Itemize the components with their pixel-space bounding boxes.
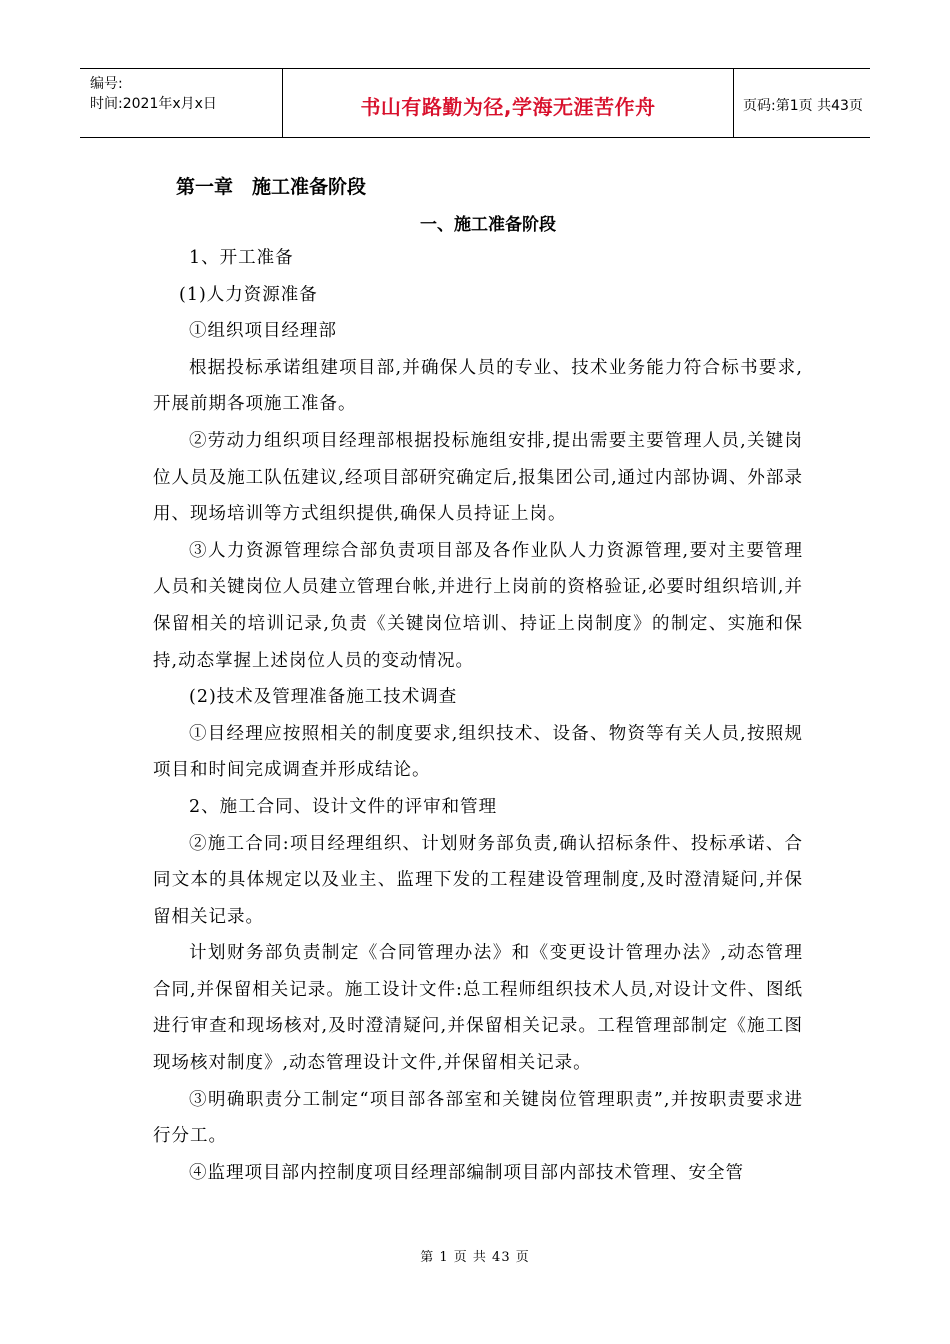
paragraph: ③明确职责分工制定“项目部各部室和关键岗位管理职责”,并按职责要求进行分工。: [153, 1089, 803, 1147]
paragraph: 1、开工准备: [189, 248, 294, 268]
paragraph: 计划财务部负责制定《合同管理办法》和《变更设计管理办法》,动态管理合同,并保留相关记录。施工设计文件:总工程师组织技术人员,对设计文件、图纸进行审查和现场核对,及时澄清疑问,并保留相关记录。工程管理部制定《施工图现场核对制度》,动态管理设计文件,并保留相关记录。: [153, 943, 803, 1074]
motto: 书山有路勤为径,学海无涯苦作舟: [360, 95, 656, 119]
page-footer: 第 1 页 共 43 页: [420, 1250, 530, 1265]
paragraph: ①组织项目经理部: [189, 321, 337, 342]
date-line: 时间:2021年x月x日: [90, 96, 217, 112]
section-title: 一、施工准备阶段: [420, 215, 556, 235]
paragraph: ①目经理应按照相关的制度要求,组织技术、设备、物资等有关人员,按照规项目和时间完成调查并形成结论。: [153, 723, 803, 781]
document-body: [153, 240, 803, 1191]
chapter-title: 第一章 施工准备阶段: [176, 176, 367, 198]
document-header: [80, 68, 870, 138]
paragraph: 根据投标承诺组建项目部,并确保人员的专业、技术业务能力符合标书要求,开展前期各项施工准备。: [153, 357, 803, 415]
header-meta-cell: [80, 69, 282, 137]
paragraph: (1)人力资源准备: [179, 284, 318, 305]
paragraph: ③人力资源管理综合部负责项目部及各作业队人力资源管理,要对主要管理人员和关键岗位人员建立管理台帐,并进行上岗前的资格验证,必要时组织培训,并保留相关的培训记录,负责《关键岗位培训、持证上岗制度》的制定、实施和保持,动态掌握上述岗位人员的变动情况。: [153, 540, 803, 671]
paragraph: (2)技术及管理准备施工技术调查: [189, 687, 458, 708]
header-page-cell: [733, 69, 870, 137]
paragraph: ②劳动力组织项目经理部根据投标施组安排,提出需要主要管理人员,关键岗位人员及施工队伍建议,经项目部研究确定后,报集团公司,通过内部协调、外部录用、现场培训等方式组织提供,确保人员持证上岗。: [153, 430, 803, 525]
number-label: 编号:: [90, 76, 123, 92]
header-motto-cell: [282, 69, 734, 137]
paragraph: ④监理项目部内控制度项目经理部编制项目部内部技术管理、安全管: [189, 1162, 744, 1183]
paragraph: ②施工合同:项目经理组织、计划财务部负责,确认招标条件、投标承诺、合同文本的具体规定以及业主、监理下发的工程建设管理制度,及时澄清疑问,并保留相关记录。: [153, 833, 803, 927]
paragraph: 2、施工合同、设计文件的评审和管理: [189, 796, 498, 817]
page-label: 页码:第1页 共43页: [743, 98, 863, 114]
